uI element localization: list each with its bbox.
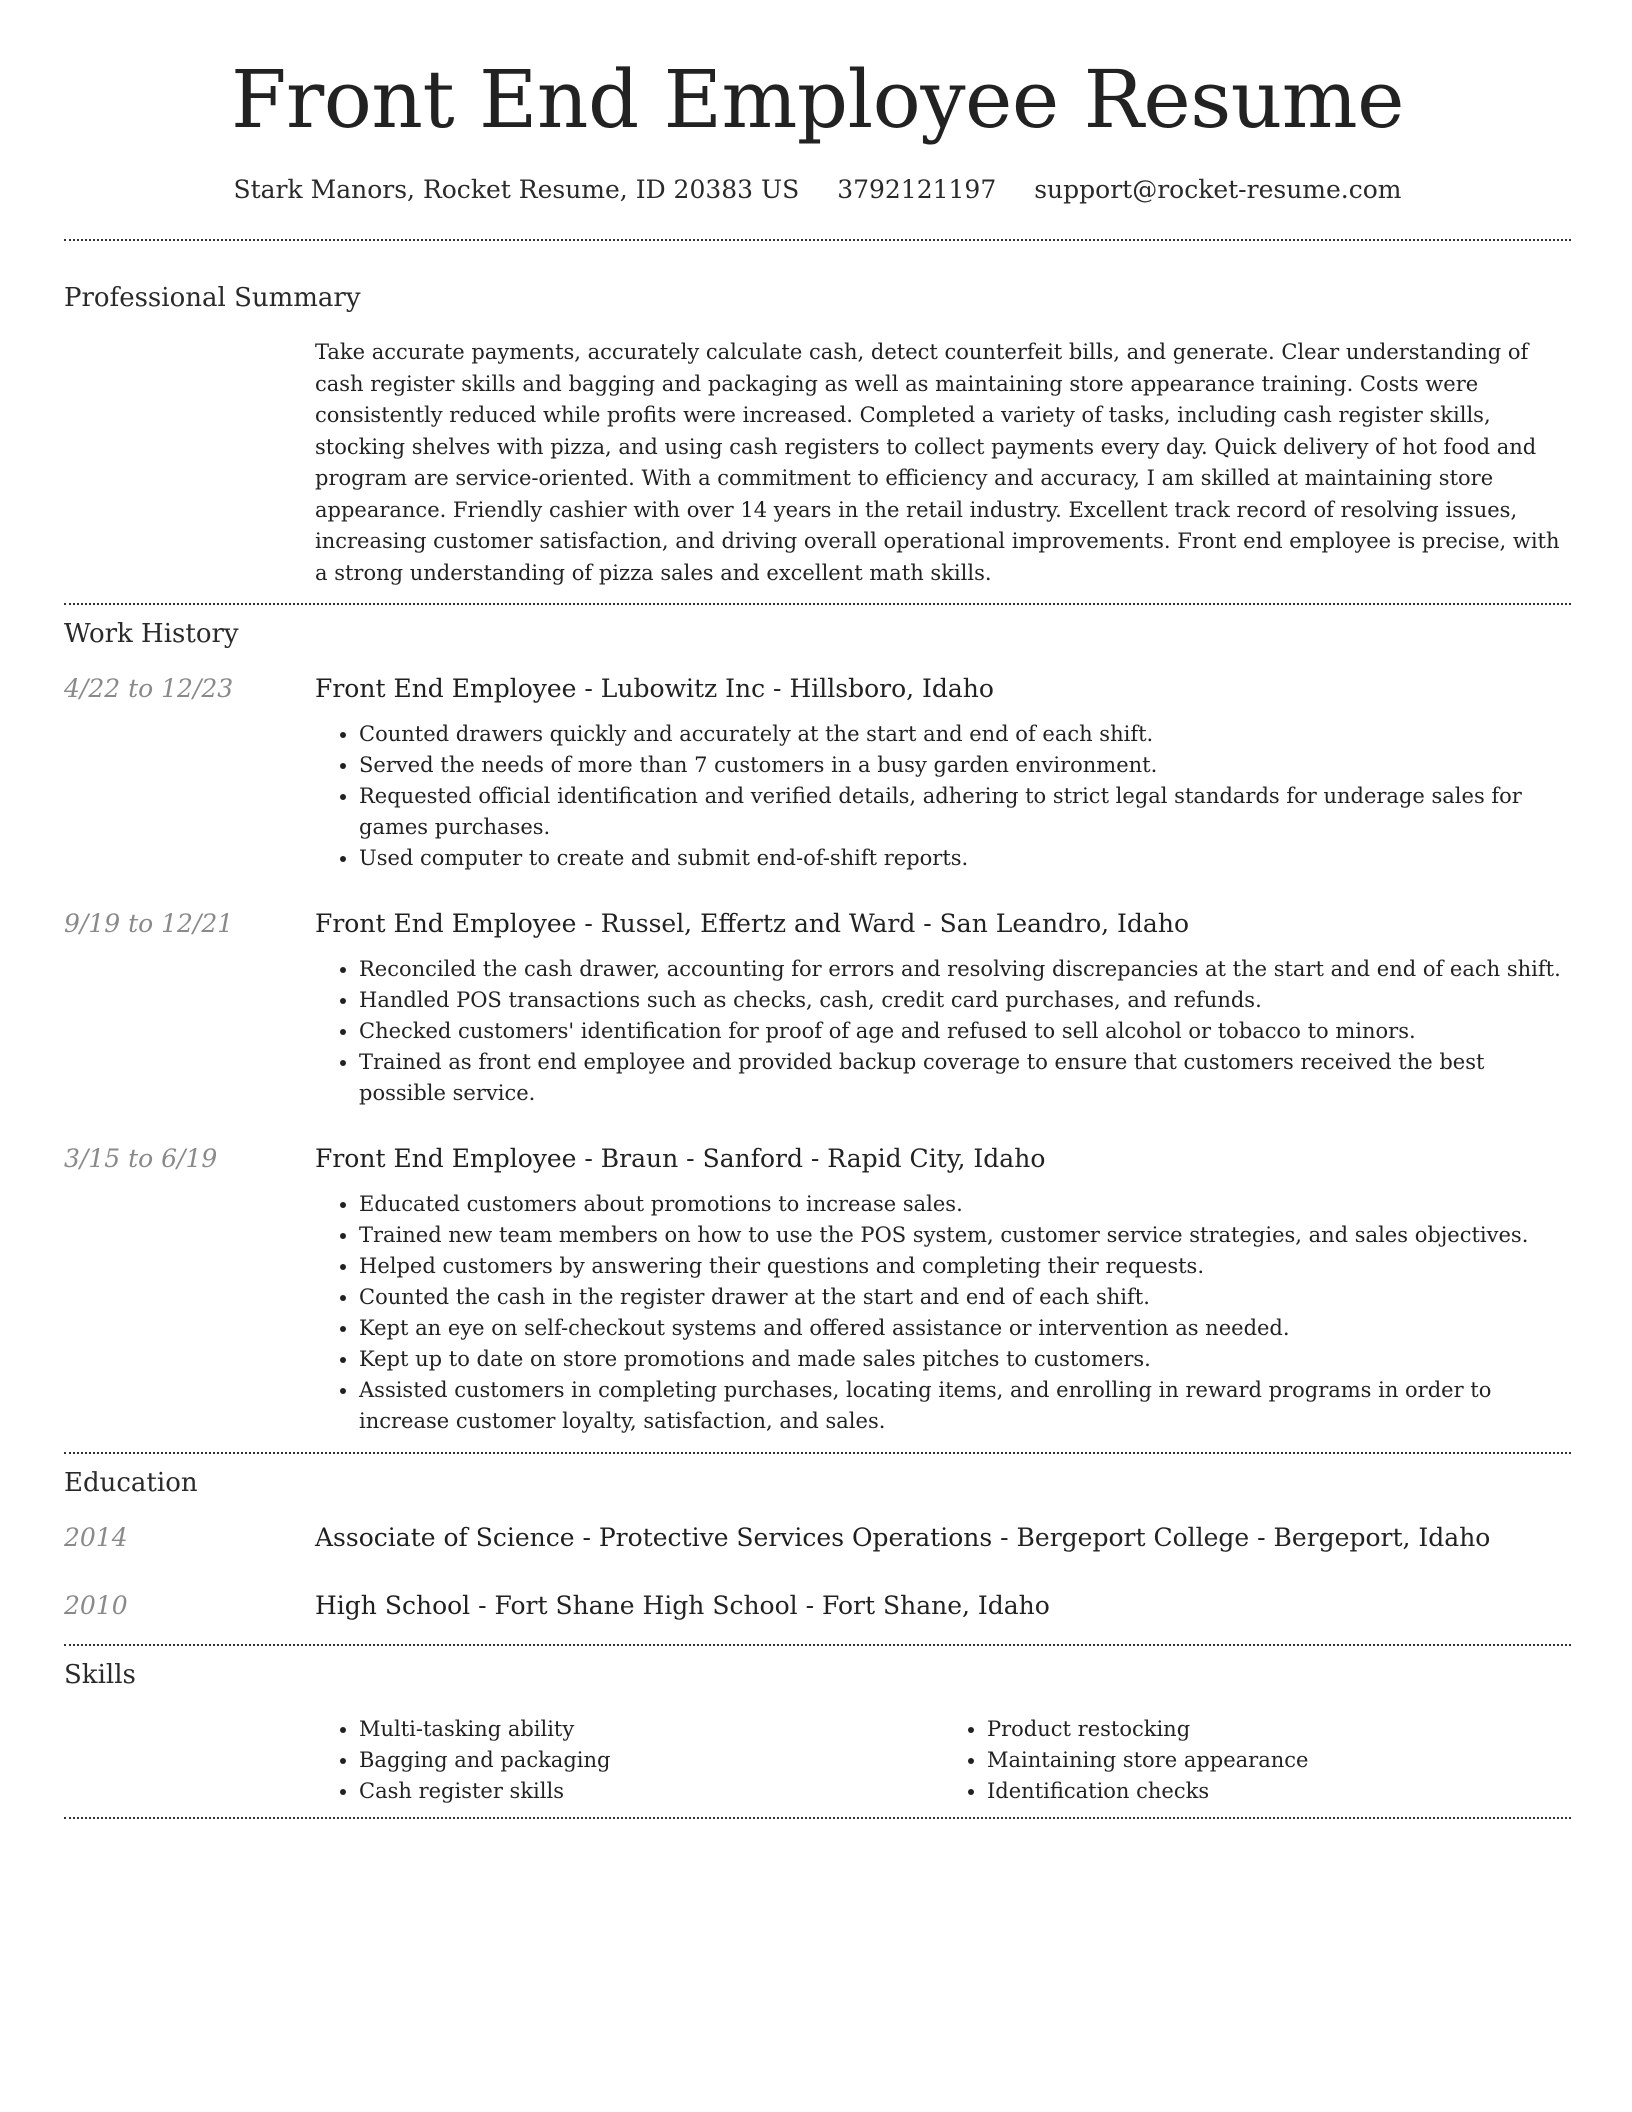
education-year: 2010: [64, 1591, 128, 1620]
education-heading: Education: [64, 1468, 198, 1498]
job-entry: [64, 1143, 1571, 1437]
contact-line: [64, 174, 1571, 206]
job-bullet: • Checked customers' identification for proof of age and refused to sell alcohol or tobacco to minors.: [359, 1016, 1571, 1047]
job-employer: - Braun - Sanford - Rapid City, Idaho: [576, 1144, 1046, 1173]
education-degree: High School: [315, 1591, 471, 1620]
job-employer: - Lubowitz Inc - Hillsboro, Idaho: [576, 674, 994, 703]
job-title: Front End Employee: [315, 674, 577, 703]
job-dates: 4/22 to 12/23: [64, 674, 234, 703]
skill-item: • Multi-tasking ability: [359, 1714, 943, 1745]
job-bullet: • Trained as front end employee and provided backup coverage to ensure that customers received the best possible service.: [359, 1047, 1571, 1109]
job-bullet: • Reconciled the cash drawer, accounting for errors and resolving discrepancies at the start and end of each shift.: [359, 954, 1571, 985]
education-heading-line: [315, 1590, 1571, 1622]
education-entry: [64, 1522, 1571, 1554]
job-bullet: • Requested official identification and verified details, adhering to strict legal standards for underage sales for games purchases.: [359, 781, 1571, 843]
job-bullet: • Kept up to date on store promotions and made sales pitches to customers.: [359, 1344, 1571, 1375]
skill-item: • Cash register skills: [359, 1776, 943, 1807]
contact-phone: 3792121197: [837, 175, 997, 204]
job-bullets: [315, 719, 1571, 874]
section-divider: [64, 239, 1571, 241]
skill-item: • Maintaining store appearance: [987, 1745, 1571, 1776]
education-heading-line: [315, 1522, 1571, 1554]
section-divider: [64, 1452, 1571, 1454]
job-details: [315, 1143, 1571, 1437]
job-heading: [315, 908, 1571, 940]
job-dates: 3/15 to 6/19: [64, 1144, 218, 1173]
section-divider: [64, 1817, 1571, 1819]
skill-item: • Product restocking: [987, 1714, 1571, 1745]
job-bullet: • Helped customers by answering their questions and completing their requests.: [359, 1251, 1571, 1282]
skill-item: • Identification checks: [987, 1776, 1571, 1807]
job-bullet: • Educated customers about promotions to increase sales.: [359, 1189, 1571, 1220]
summary-heading: Professional Summary: [64, 283, 361, 313]
job-bullet: • Trained new team members on how to use the POS system, customer service strategies, and sales objectives.: [359, 1220, 1571, 1251]
job-title: Front End Employee: [315, 909, 577, 938]
job-title: Front End Employee: [315, 1144, 577, 1173]
education-details: [315, 1522, 1571, 1554]
resume-title: Front End Employee Resume: [231, 53, 1404, 146]
job-employer: - Russel, Effertz and Ward - San Leandro, Idaho: [576, 909, 1189, 938]
section-divider: [64, 603, 1571, 605]
job-bullet: • Kept an eye on self-checkout systems and offered assistance or intervention as needed.: [359, 1313, 1571, 1344]
work-history-heading: Work History: [64, 619, 239, 649]
section-divider: [64, 1644, 1571, 1646]
contact-address: Stark Manors, Rocket Resume, ID 20383 US: [233, 175, 800, 204]
job-entry: [64, 908, 1571, 1109]
job-heading: [315, 1143, 1571, 1175]
job-bullet: • Counted the cash in the register drawer at the start and end of each shift.: [359, 1282, 1571, 1313]
contact-email: support@rocket-resume.com: [1034, 175, 1402, 204]
resume-page: [64, 0, 1571, 1819]
job-heading: [315, 673, 1571, 705]
job-bullets: [315, 954, 1571, 1109]
skills-column-left: [315, 1714, 943, 1807]
skills-column-right: [943, 1714, 1571, 1807]
job-entry: [64, 673, 1571, 874]
job-bullet: • Served the needs of more than 7 customers in a busy garden environment.: [359, 750, 1571, 781]
job-bullet: • Counted drawers quickly and accurately at the start and end of each shift.: [359, 719, 1571, 750]
education-degree: Associate of Science - Protective Services Operations: [315, 1523, 993, 1552]
skills-heading: Skills: [64, 1660, 136, 1690]
job-bullets: [315, 1189, 1571, 1437]
education-school: - Bergeport College - Bergeport, Idaho: [992, 1523, 1491, 1552]
education-year: 2014: [64, 1523, 128, 1552]
job-details: [315, 908, 1571, 1109]
education-entry: [64, 1590, 1571, 1622]
skills-list: [315, 1714, 1571, 1807]
summary-text: Take accurate payments, accurately calculate cash, detect counterfeit bills, and generate. Clear understanding of cash register skills and bagging and packaging as well as maintaining store appearance training. Costs were consistently reduced while profits were increased. Completed a variety of tasks, including cash register skills, stocking shelves with pizza, and using cash registers to collect payments every day. Quick delivery of hot food and program are service-oriented. With a commitment to efficiency and accuracy, I am skilled at maintaining store appearance. Friendly cashier with over 14 years in the retail industry. Excellent track record of resolving issues, increasing customer satisfaction, and driving overall operational improvements. Front end employee is precise, with a strong understanding of pizza sales and excellent math skills.: [315, 340, 1560, 585]
education-details: [315, 1590, 1571, 1622]
job-bullet: • Assisted customers in completing purchases, locating items, and enrolling in reward programs in order to increase customer loyalty, satisfaction, and sales.: [359, 1375, 1571, 1437]
education-school: - Fort Shane High School - Fort Shane, Idaho: [470, 1591, 1050, 1620]
skill-item: • Bagging and packaging: [359, 1745, 943, 1776]
job-details: [315, 673, 1571, 874]
job-bullet: • Used computer to create and submit end-of-shift reports.: [359, 843, 1571, 874]
job-bullet: • Handled POS transactions such as checks, cash, credit card purchases, and refunds.: [359, 985, 1571, 1016]
job-dates: 9/19 to 12/21: [64, 909, 234, 938]
